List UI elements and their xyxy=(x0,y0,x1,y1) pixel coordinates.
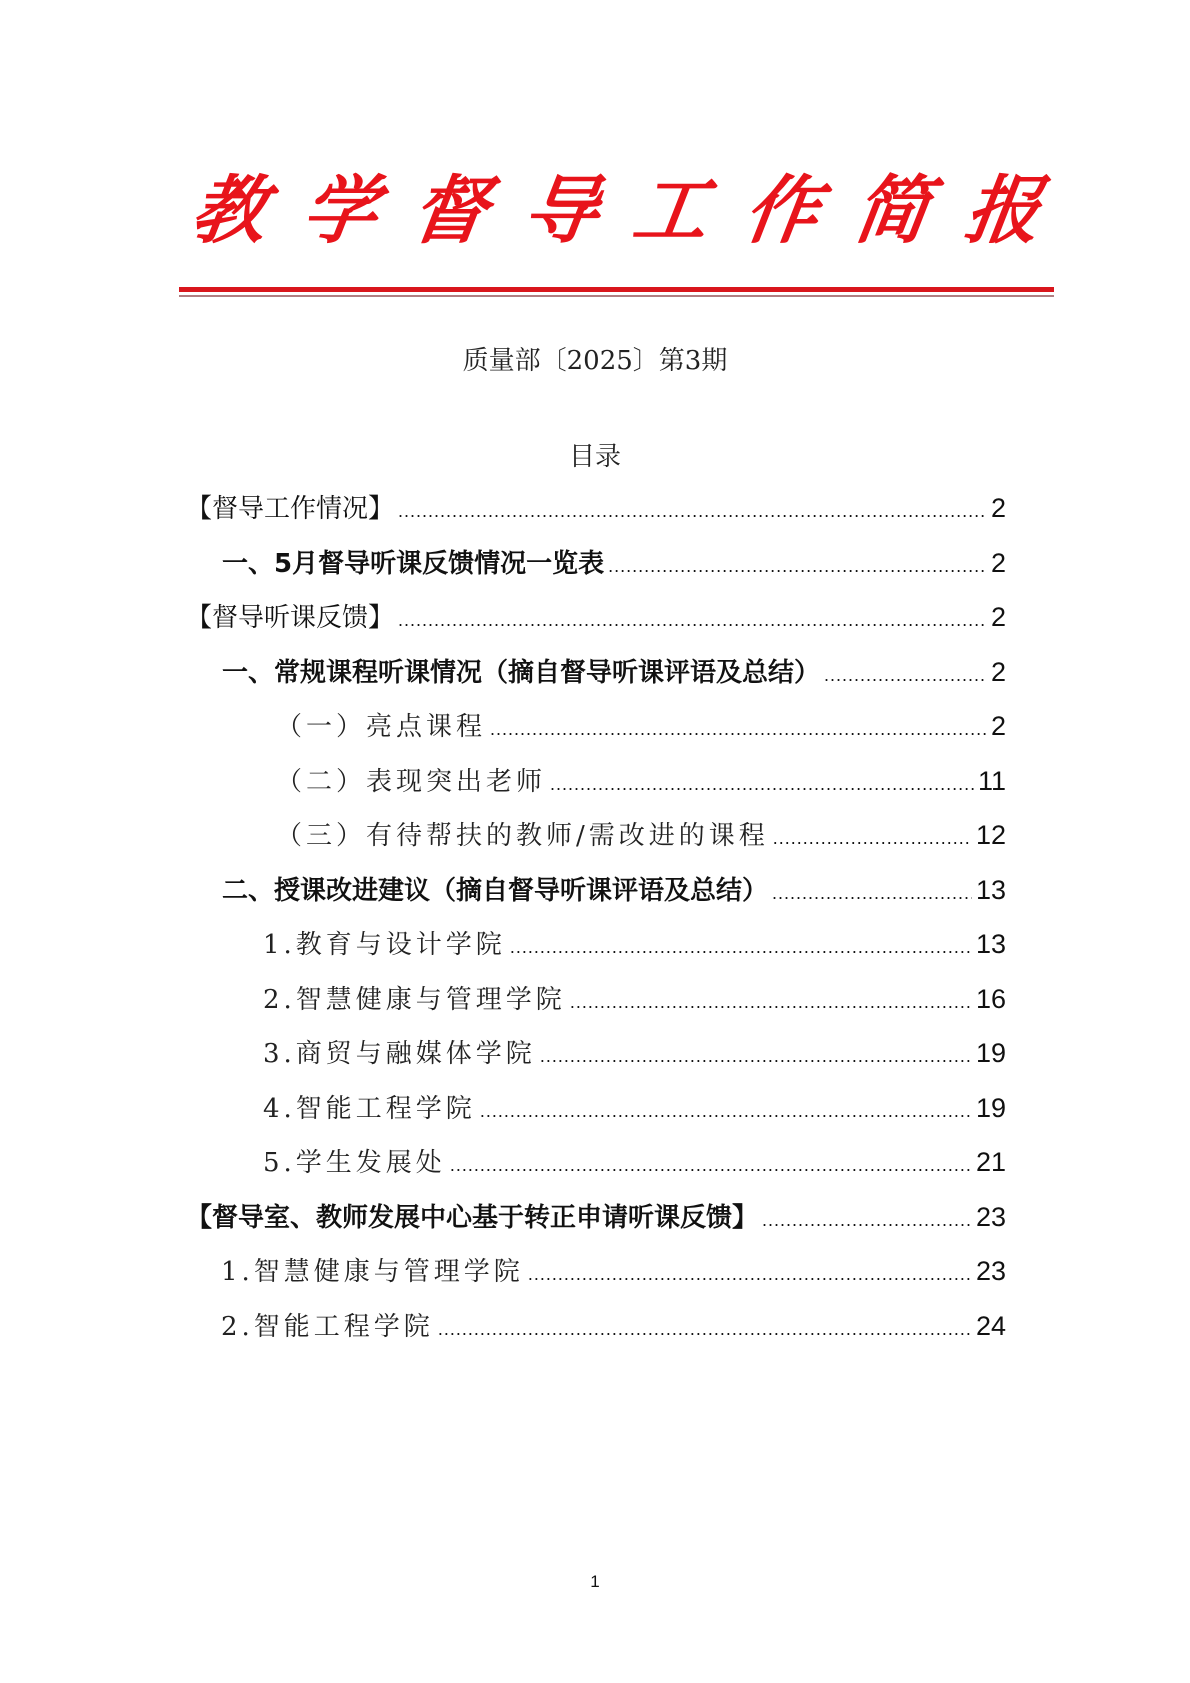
toc-entry-label: （三）有待帮扶的教师/需改进的课程 xyxy=(276,821,769,851)
toc-dot-leader xyxy=(450,1155,972,1176)
masthead-char: 报 xyxy=(959,167,1046,254)
toc-entry[interactable] xyxy=(186,761,1006,816)
toc-dot-leader xyxy=(398,610,987,631)
toc-entry-label: 一、5月督导听课反馈情况一览表 xyxy=(222,548,605,579)
masthead-char: 作 xyxy=(738,167,825,254)
toc-entry-page: 2 xyxy=(990,547,1006,578)
masthead-char: 督 xyxy=(407,167,494,254)
toc-dot-leader xyxy=(824,665,987,686)
toc-entry-page: 2 xyxy=(990,493,1006,523)
toc-dot-leader xyxy=(608,556,987,577)
toc-entry-label: 3.商贸与融媒体学院 xyxy=(263,1039,536,1069)
toc-entry[interactable] xyxy=(186,924,1006,979)
toc-entry[interactable] xyxy=(186,1197,1006,1252)
masthead-char: 学 xyxy=(296,167,383,254)
toc-entry[interactable] xyxy=(186,1251,1006,1306)
toc-entry-label: （二）表现突出老师 xyxy=(276,766,547,797)
toc-entry-page: 21 xyxy=(975,1147,1006,1177)
masthead-rule-thin xyxy=(179,295,1054,297)
toc-entry-label: 1.教育与设计学院 xyxy=(263,930,506,960)
toc-entry-label: 1.智慧健康与管理学院 xyxy=(221,1257,524,1287)
toc-entry-page: 23 xyxy=(975,1256,1006,1286)
toc-entry[interactable] xyxy=(186,1142,1006,1197)
toc-dot-leader xyxy=(398,501,987,522)
toc-dot-leader xyxy=(540,1046,972,1067)
toc-entry-page: 2 xyxy=(990,711,1006,741)
toc-entry[interactable] xyxy=(186,706,1006,761)
toc-entry[interactable] xyxy=(186,815,1006,870)
toc-entry[interactable] xyxy=(186,652,1006,707)
toc-entry-page: 13 xyxy=(975,929,1006,959)
toc-entry-label: 一、常规课程听课情况（摘自督导听课评语及总结） xyxy=(222,657,821,688)
masthead-rule-thick xyxy=(179,287,1054,292)
masthead-char: 工 xyxy=(628,167,715,254)
toc-entry[interactable] xyxy=(186,1306,1006,1361)
toc-entry-page: 16 xyxy=(975,983,1006,1014)
toc-entry-page: 12 xyxy=(975,820,1006,850)
toc-entry-page: 24 xyxy=(975,1310,1006,1341)
toc-entry[interactable] xyxy=(186,1088,1006,1143)
toc-dot-leader xyxy=(772,883,972,904)
toc-entry-label: （一）亮点课程 xyxy=(276,712,487,742)
toc-dot-leader xyxy=(570,992,972,1013)
toc-dot-leader xyxy=(762,1210,972,1231)
issue-number: 质量部〔2025〕第3期 xyxy=(462,346,728,376)
toc-entry-label: 2.智慧健康与管理学院 xyxy=(263,984,566,1015)
toc-entry-label: 2.智能工程学院 xyxy=(221,1311,434,1342)
toc-dot-leader xyxy=(510,937,972,958)
toc-entry[interactable] xyxy=(186,870,1006,925)
toc-entry[interactable] xyxy=(186,597,1006,652)
masthead-char: 教 xyxy=(185,167,273,254)
masthead-char: 导 xyxy=(517,167,604,254)
masthead-char: 简 xyxy=(849,167,936,254)
toc-title: 目录 xyxy=(568,442,621,472)
toc-dot-leader xyxy=(528,1264,972,1285)
toc-entry[interactable] xyxy=(186,979,1006,1034)
toc-entry-label: 二、授课改进建议（摘自督导听课评语及总结） xyxy=(222,875,769,906)
toc-entry-page: 23 xyxy=(975,1201,1006,1232)
toc-entry-label: 5.学生发展处 xyxy=(263,1148,446,1178)
toc-entry-page: 13 xyxy=(975,874,1006,905)
toc-entry-label: 【督导听课反馈】 xyxy=(186,603,395,633)
toc-dot-leader xyxy=(550,774,974,795)
toc-entry[interactable] xyxy=(186,543,1006,598)
toc-entry-page: 11 xyxy=(977,765,1006,796)
page-number: 1 xyxy=(590,1572,600,1591)
toc-entry-page: 19 xyxy=(975,1092,1006,1123)
toc-entry-label: 4.智能工程学院 xyxy=(263,1093,476,1124)
toc-dot-leader xyxy=(438,1319,972,1340)
masthead-title xyxy=(178,158,1054,263)
toc-entry[interactable] xyxy=(186,1033,1006,1088)
table-of-contents xyxy=(186,488,1006,1360)
toc-entry-label: 【督导工作情况】 xyxy=(186,494,395,524)
toc-dot-leader xyxy=(490,719,987,740)
toc-entry[interactable] xyxy=(186,488,1006,543)
toc-dot-leader xyxy=(773,828,972,849)
toc-entry-label: 【督导室、教师发展中心基于转正申请听课反馈】 xyxy=(186,1202,759,1233)
toc-entry-page: 2 xyxy=(990,602,1006,632)
toc-entry-page: 19 xyxy=(975,1038,1006,1068)
toc-dot-leader xyxy=(480,1101,972,1122)
toc-entry-page: 2 xyxy=(990,656,1006,687)
